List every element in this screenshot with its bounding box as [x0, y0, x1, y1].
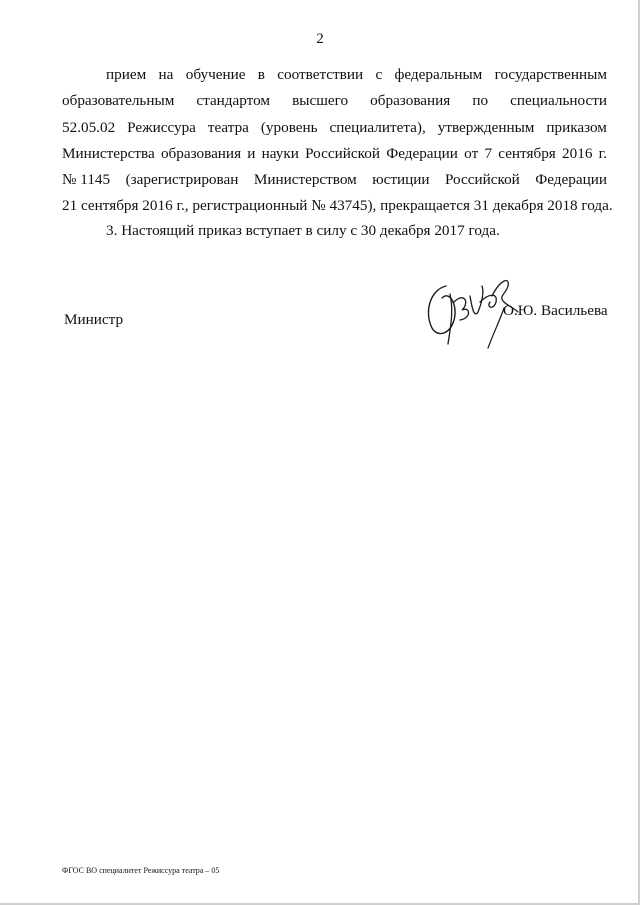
word: (зарегистрирован: [125, 171, 239, 188]
word: приказом: [546, 119, 607, 136]
paragraph-line-2: [62, 92, 607, 110]
word: государственным: [494, 66, 607, 83]
word: образования: [370, 92, 451, 109]
word: образовательным: [62, 92, 175, 109]
word: Российской: [444, 171, 520, 188]
word: 2016: [562, 145, 593, 162]
word: (уровень: [260, 119, 318, 136]
word: г.: [598, 145, 607, 162]
word: с: [375, 66, 383, 83]
word: прием: [106, 66, 147, 83]
paragraph-line-5: [62, 171, 607, 189]
word: Федерации: [386, 145, 458, 162]
word: образования: [160, 145, 242, 162]
word: по: [472, 92, 489, 109]
word: науки: [261, 145, 299, 162]
word: стандартом: [196, 92, 271, 109]
paragraph-line-4: [62, 145, 607, 163]
word: Министерством: [253, 171, 357, 188]
word: утвержденным: [437, 119, 535, 136]
signatory-title: Министр: [64, 311, 124, 328]
word: и: [247, 145, 256, 162]
word: Режиссура: [127, 119, 196, 136]
word: на: [158, 66, 174, 83]
paragraph-line-6: 21 сентября 2016 г., регистрационный № 43745), прекращается 31 декабря 2018 года.: [62, 197, 613, 214]
paragraph-effective-date: 3. Настоящий приказ вступает в силу с 30 декабря 2017 года.: [106, 222, 500, 239]
word: юстиции: [372, 171, 430, 188]
word: театра: [207, 119, 249, 136]
word: сентября: [498, 145, 556, 162]
word: в: [257, 66, 265, 83]
word: соответствии: [277, 66, 364, 83]
word: специальности: [510, 92, 607, 109]
word: высшего: [292, 92, 349, 109]
document-footer: ФГОС ВО специалитет Режиссура театра – 05: [62, 866, 220, 875]
word: федеральным: [394, 66, 483, 83]
word: Министерства: [62, 145, 155, 162]
word: специалитета),: [329, 119, 426, 136]
word: № 1145: [62, 171, 111, 188]
page-number: 2: [316, 31, 324, 47]
word: от: [464, 145, 479, 162]
paragraph-line-3: [62, 119, 607, 137]
word: 52.05.02: [62, 119, 116, 136]
signatory-name: О.Ю. Васильева: [503, 302, 608, 319]
word: обучение: [185, 66, 246, 83]
paragraph-line-1: [106, 66, 607, 84]
word: 7: [484, 145, 493, 162]
word: Федерации: [535, 171, 607, 188]
word: Российской: [305, 145, 380, 162]
